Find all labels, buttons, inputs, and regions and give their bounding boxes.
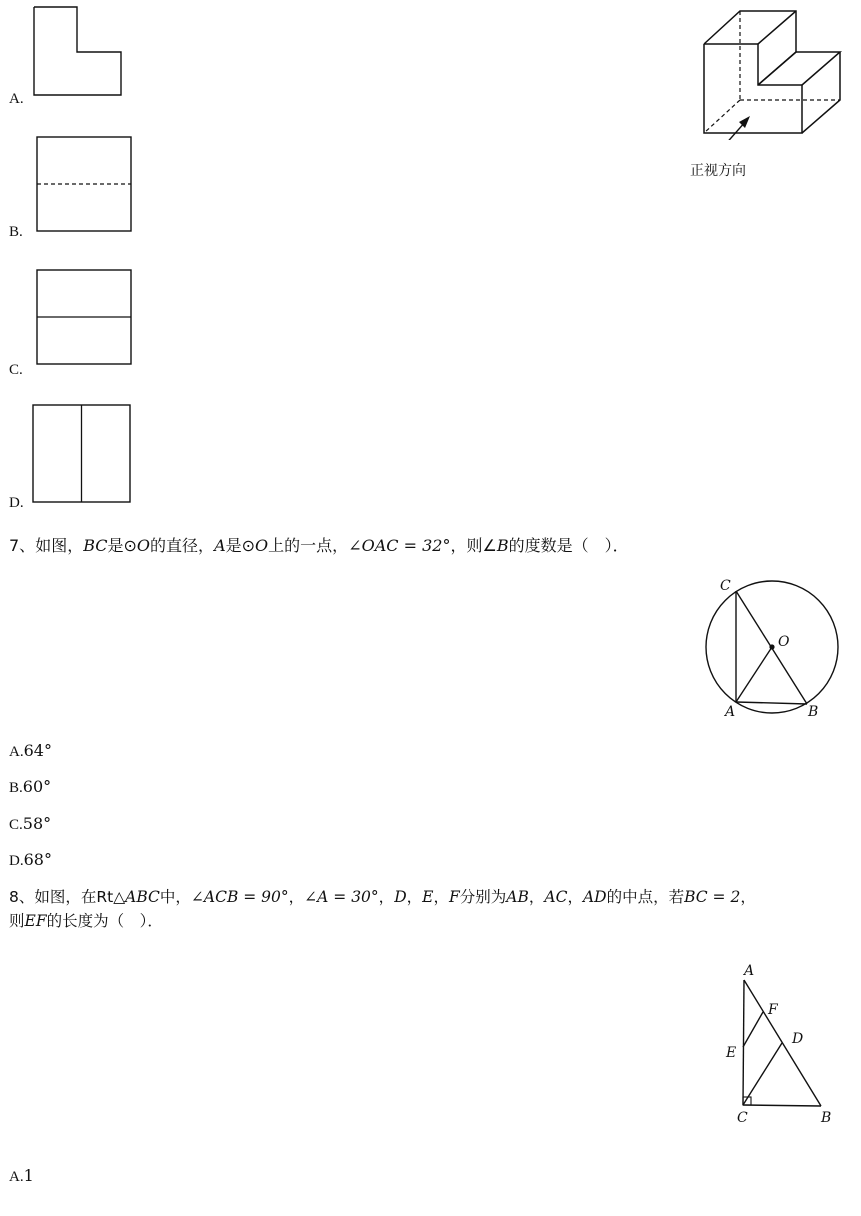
label-b: B: [808, 704, 819, 720]
label-a: A: [725, 704, 736, 720]
math: AC: [544, 888, 568, 906]
text: 则: [9, 912, 25, 930]
math: O: [136, 536, 151, 555]
label-b: B: [821, 1110, 832, 1126]
option-value: 58°: [22, 814, 52, 833]
math: O: [255, 536, 269, 555]
math: ∠OAC = 32°: [348, 536, 451, 555]
q8-stem-line1: [9, 886, 756, 909]
q7-option-d[interactable]: [9, 848, 52, 873]
label-e: E: [726, 1045, 737, 1061]
text: 是⊙: [225, 536, 256, 555]
option-label: A.: [9, 744, 24, 760]
l-shaped-solid-diagram: [690, 5, 850, 140]
option-b-dashed-square-figure: [34, 134, 134, 234]
option-label: A.: [9, 1169, 24, 1185]
math: ABC: [125, 888, 160, 906]
q7-option-b[interactable]: [9, 775, 51, 800]
question-number: 7、: [9, 536, 36, 555]
text: 的度数是（ ）．: [508, 536, 629, 555]
math: ∠A = 30°: [304, 888, 379, 906]
math: BC = 2: [684, 888, 741, 906]
label-f: F: [768, 1002, 778, 1018]
text: 的直径，: [150, 536, 215, 555]
q7-stem: [9, 534, 629, 557]
text: ，: [567, 888, 583, 906]
text: 的中点，若: [606, 888, 685, 906]
q7-circle-figure: [695, 570, 855, 725]
q7-option-a[interactable]: [9, 739, 52, 764]
option-label: D.: [9, 853, 24, 869]
label-a: A: [744, 963, 755, 979]
option-label: B.: [9, 780, 23, 796]
q8-option-a[interactable]: [9, 1164, 34, 1189]
text: 中，: [159, 888, 191, 906]
q7-option-c[interactable]: [9, 812, 51, 837]
option-label: B.: [9, 224, 23, 240]
text: ，: [433, 888, 449, 906]
text: 如图，: [35, 536, 84, 555]
option-d-vertical-split-square-figure: [30, 402, 134, 506]
text: ，: [288, 888, 305, 906]
option-label: C.: [9, 817, 23, 833]
math: F: [448, 888, 460, 906]
text: ，则∠: [450, 536, 497, 555]
text: ，: [740, 888, 756, 906]
center-point: [769, 644, 774, 649]
math: BC: [83, 536, 108, 555]
math: A: [214, 536, 226, 555]
option-value: 1: [23, 1166, 34, 1185]
option-c-horizontal-split-square-figure: [34, 267, 134, 367]
math: AD: [582, 888, 607, 906]
label-c: C: [737, 1110, 748, 1126]
text: ，: [378, 888, 395, 906]
option-value: 60°: [22, 777, 52, 796]
option-label: A.: [9, 91, 24, 107]
view-direction-caption: 正视方向: [690, 163, 746, 179]
question-number: 8、: [9, 888, 35, 906]
math: AB: [506, 888, 529, 906]
text: 是⊙: [107, 536, 137, 555]
label-o: O: [778, 634, 790, 650]
text: ，: [406, 888, 423, 906]
math: E: [422, 888, 434, 906]
text: 如图，在Rt△: [34, 888, 126, 906]
q8-triangle-figure: [715, 955, 845, 1130]
option-value: 68°: [23, 850, 52, 869]
text: 分别为: [459, 888, 507, 906]
option-value: 64°: [23, 741, 52, 760]
option-label: D.: [9, 495, 24, 511]
text: 的长度为（ ）．: [46, 912, 163, 930]
text: 上的一点，: [268, 536, 349, 555]
label-c: C: [720, 578, 731, 594]
math: ∠ACB = 90°: [190, 888, 289, 906]
option-a-l-shape-figure: [30, 5, 125, 99]
label-d: D: [792, 1031, 804, 1047]
math: B: [496, 536, 509, 555]
math: D: [394, 888, 407, 906]
q8-stem-line2: [9, 910, 163, 933]
option-label: C.: [9, 362, 23, 378]
text: ，: [528, 888, 545, 906]
math: EF: [24, 912, 47, 930]
